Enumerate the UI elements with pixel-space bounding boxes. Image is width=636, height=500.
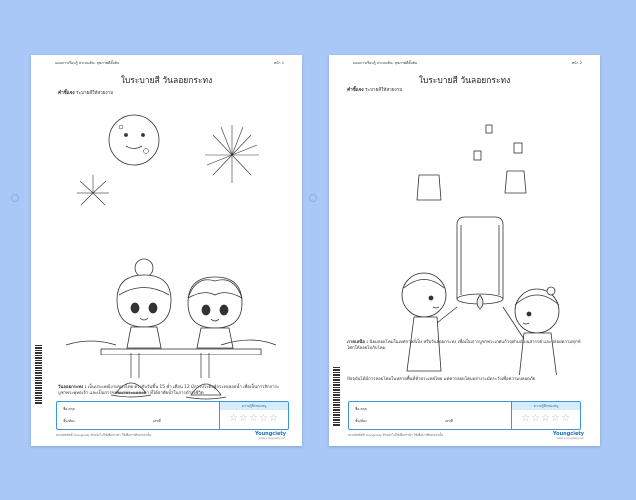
number-field-label: เลขที่	[153, 419, 161, 423]
sky-lantern-icon	[486, 125, 492, 133]
flower-icon	[547, 287, 555, 295]
description-text: นิยมลอยโคมในเทศกาลยี่เป็ง หรือวันลอยกระทง เพื่อเป็นการบูชาพระเกศแก้วจุฬามณีบนสวรรค์ และปล่อยความทุกข์โศกให้ลอยไปกับโคม	[347, 340, 581, 351]
description-paragraph	[347, 340, 582, 352]
rating-label: ความรู้สึกของหนู	[512, 402, 580, 410]
instruction-label: คำชี้แจง	[347, 88, 364, 93]
student-info-form	[56, 401, 289, 430]
sky-lantern-icon	[417, 175, 441, 200]
worksheet-page-2	[329, 55, 600, 446]
class-field-label: ชั้น/ห้อง	[355, 419, 367, 423]
feeling-rating	[219, 402, 288, 429]
instruction-label: คำชี้แจง	[58, 91, 75, 96]
instruction-text: ระบายสีให้สวยงาม	[76, 91, 114, 96]
instruction-text: ระบายสีให้สวยงาม	[365, 88, 403, 93]
description-paragraph	[58, 385, 283, 397]
sky-lantern-icon	[514, 143, 522, 153]
boy-character-icon	[188, 277, 242, 348]
description-text: เป็นประเพณีงามของไทย ตรงกับวันขึ้น 15 ค่ำ เดือน 12 มีการประดิษฐ์กระทงลอยน้ำ เพื่อเป็นการสักการะบูชาพระพุทธเจ้า และเป็นการขอขมาพระแม่คงคา ที่ได้อาศัยน้ำในการดำรงชีวิต	[58, 385, 280, 396]
sky-lantern-icon	[457, 217, 503, 309]
star-icon[interactable]: ☆☆☆☆☆	[229, 413, 279, 424]
page-header: แผนการเรียนรู้ ประถมต้น: สุขภาพดีตั้งต้น	[353, 61, 418, 65]
instruction	[58, 90, 113, 97]
sky-lantern-icon	[505, 171, 526, 193]
binder-hole	[309, 194, 317, 202]
brand-url: www.youngciety.com	[556, 437, 584, 440]
moon-face-icon	[109, 115, 159, 165]
youngciety-logo	[553, 431, 584, 440]
copyright-note: สงวนลิขสิทธิ์ Youngciety ห้ามนำไปใช้เพื่อการค้า ใช้เพื่อการศึกษาเท่านั้น	[56, 433, 152, 437]
youngciety-logo	[255, 431, 286, 440]
student-info-form	[348, 401, 581, 430]
class-field-label: ชั้น/ห้อง	[63, 419, 75, 423]
sky-lantern-illustration	[329, 95, 600, 375]
page-title: ใบระบายสี วันลอยกระทง	[418, 76, 511, 86]
brand-url: www.youngciety.com	[258, 437, 286, 440]
binder-hole	[11, 194, 19, 202]
page-title: ใบระบายสี วันลอยกระทง	[120, 76, 213, 86]
feeling-rating	[511, 402, 580, 429]
description-paragraph-2: ปัจจุบันได้มีการลอยโคมในหลายพื้นที่ทั่วประเทศไทย แต่ควรลอยโคมอย่างระมัดระวังเพื่อความปลอดภัย	[347, 377, 536, 382]
firework-icon	[77, 175, 109, 205]
number-field-label: เลขที่	[445, 419, 453, 423]
page-header: แผนการเรียนรู้ ประถมต้น: สุขภาพดีตั้งต้น	[55, 61, 120, 65]
rating-label: ความรู้สึกของหนู	[220, 402, 288, 410]
girl-character-icon	[117, 259, 171, 348]
brand-name: Youngciety	[552, 431, 584, 437]
firework-icon	[205, 125, 259, 183]
barcode-icon	[35, 345, 42, 405]
name-field-label: ชื่อ-สกุล	[355, 407, 367, 411]
worksheet-page-1	[31, 55, 302, 446]
copyright-note: สงวนลิขสิทธิ์ Youngciety ห้ามนำไปใช้เพื่อการค้า ใช้เพื่อการศึกษาเท่านั้น	[348, 433, 444, 437]
loy-krathong-illustration	[31, 105, 302, 355]
brand-name: Youngciety	[254, 431, 286, 437]
barcode-icon	[333, 367, 340, 427]
star-icon[interactable]: ☆☆☆☆☆	[521, 413, 571, 424]
page-number: หน้า 1	[273, 61, 284, 65]
girl-character-icon	[402, 273, 457, 371]
instruction	[347, 87, 402, 94]
girl-character-icon	[503, 287, 559, 375]
sky-lantern-icon	[474, 151, 481, 160]
description-label: วันลอยกระทง :	[58, 385, 87, 390]
name-field-label: ชื่อ-สกุล	[63, 407, 75, 411]
description-label: ภาคเหนือ :	[347, 340, 369, 345]
page-number: หน้า 2	[571, 61, 582, 65]
